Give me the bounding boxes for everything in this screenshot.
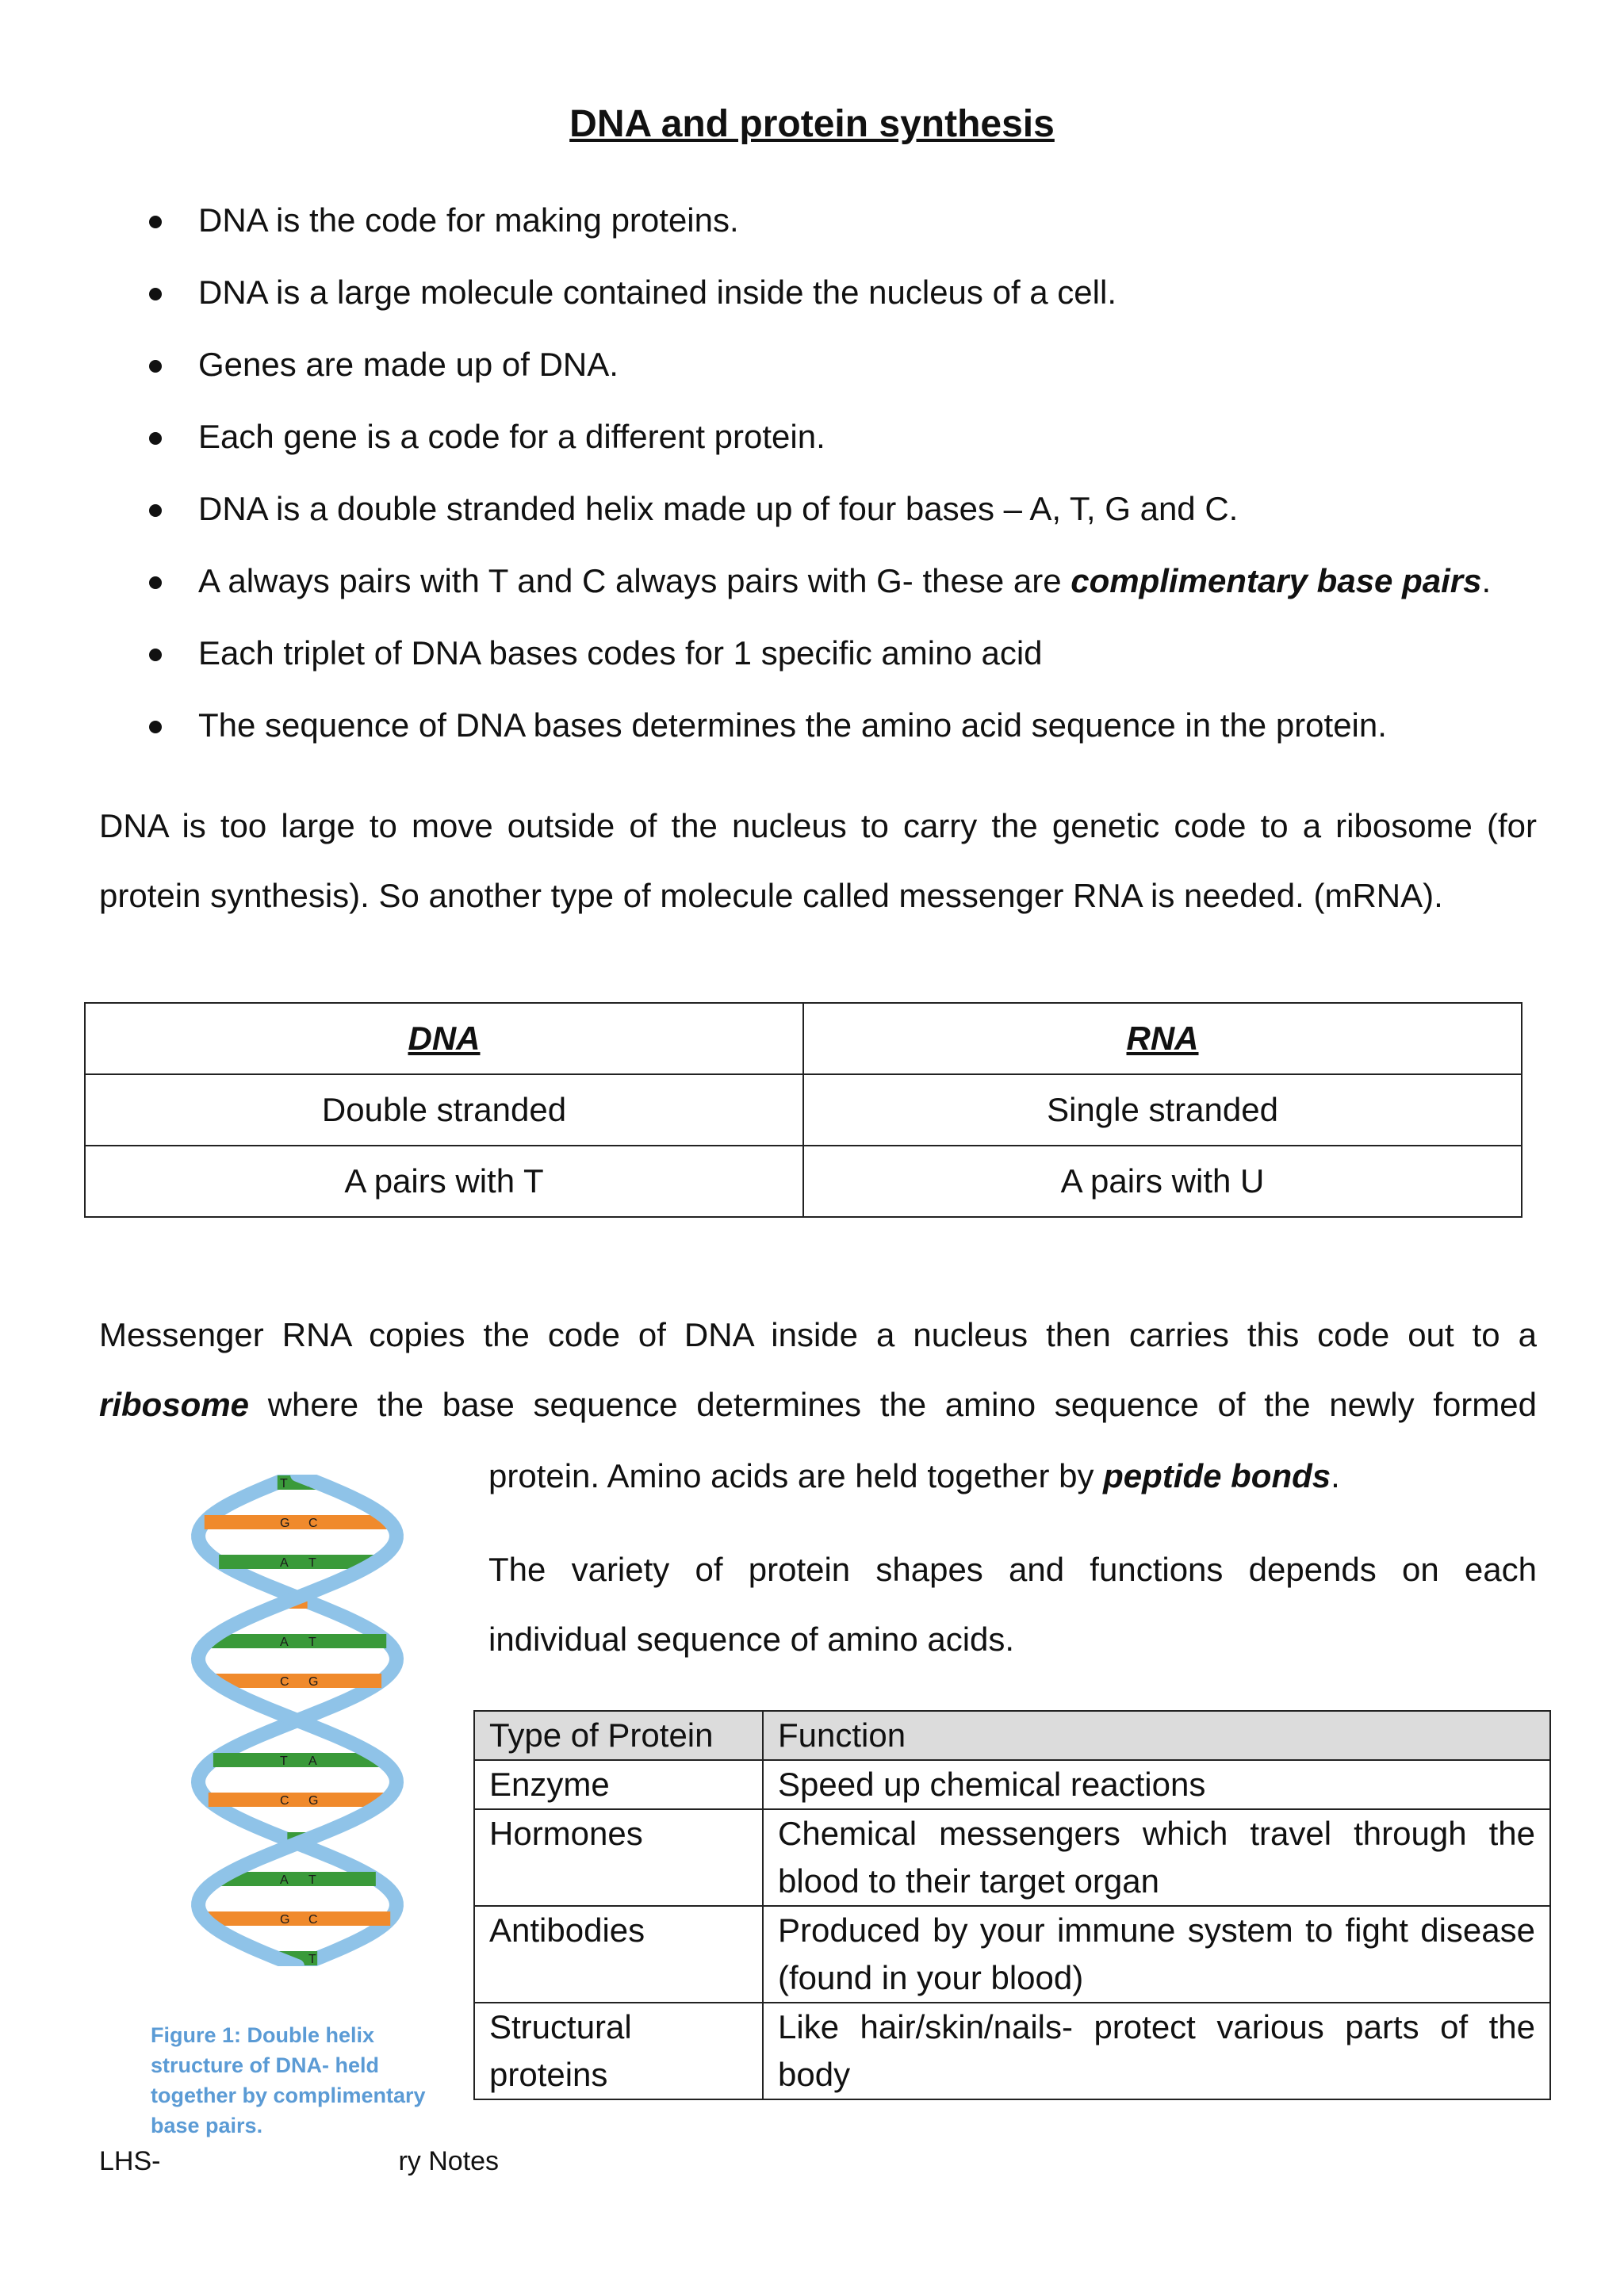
table-cell: Speed up chemical reactions xyxy=(763,1760,1550,1809)
table-cell: Antibodies xyxy=(474,1906,763,2003)
table-cell: Single stranded xyxy=(803,1074,1522,1146)
emphasis-text: ribosome xyxy=(99,1386,250,1423)
table-cell: Like hair/skin/nails- protect various parts of the body xyxy=(763,2003,1550,2099)
base-letter: G xyxy=(308,1675,319,1689)
list-item-text: DNA is the code for making proteins. xyxy=(198,201,739,239)
list-item xyxy=(143,342,1570,415)
helix-strand-front xyxy=(198,1475,396,1966)
list-item-text: A always pairs with T and C always pairs with G- these are xyxy=(198,562,1071,599)
dna-double-helix-figure xyxy=(178,1475,416,1966)
table-row xyxy=(474,1711,1550,1760)
table-cell: A pairs with T xyxy=(85,1146,803,1217)
base-pair xyxy=(205,1515,390,1530)
table-cell: Hormones xyxy=(474,1809,763,1906)
base-letter: A xyxy=(308,1755,317,1768)
table-header-cell: DNA xyxy=(85,1003,803,1074)
mrna-paragraph-line3 xyxy=(488,1441,1537,1511)
list-item xyxy=(143,559,1570,631)
base-letter: A xyxy=(280,1556,289,1570)
table-row xyxy=(474,2003,1550,2099)
base-pair xyxy=(205,1911,390,1927)
base-pair xyxy=(209,1634,386,1649)
figure-caption: Figure 1: Double helix structure of DNA- held together by complimentary base pairs. xyxy=(151,2023,426,2137)
paragraph-text: where the base sequence determines the amino sequence of the newly formed xyxy=(249,1386,1537,1423)
base-letter: A xyxy=(308,1477,317,1490)
base-letter: G xyxy=(308,1794,319,1808)
list-item-text: The sequence of DNA bases determines the amino acid sequence in the protein. xyxy=(198,706,1387,744)
base-letter: T xyxy=(308,1636,316,1649)
table-header-cell: Function xyxy=(763,1711,1550,1760)
base-pair xyxy=(209,1793,386,1808)
base-letter: A xyxy=(280,1873,289,1887)
emphasis-text: complimentary base pairs xyxy=(1071,562,1482,599)
base-letter: G xyxy=(280,1913,290,1927)
base-letter: T xyxy=(308,1953,316,1966)
list-item xyxy=(143,415,1570,487)
table-cell: Double stranded xyxy=(85,1074,803,1146)
intro-paragraph: DNA is too large to move outside of the nucleus to carry the genetic code to a ribosome (for protein synthesis). So another type of molecule called messenger RNA is needed. (mRNA). xyxy=(99,807,1537,914)
base-letter: C xyxy=(280,1794,289,1808)
base-letter: C xyxy=(308,1913,318,1927)
base-letter: T xyxy=(280,1477,288,1490)
list-item-text: Each triplet of DNA bases codes for 1 specific amino acid xyxy=(198,634,1043,672)
mrna-paragraph-line2 xyxy=(99,1370,1537,1440)
table-row xyxy=(85,1146,1522,1217)
base-pair xyxy=(213,1753,381,1768)
table-cell: A pairs with U xyxy=(803,1146,1522,1217)
list-item-text: DNA is a large molecule contained inside the nucleus of a cell. xyxy=(198,274,1116,311)
list-item-text: Each gene is a code for a different protein. xyxy=(198,418,825,455)
base-letter: G xyxy=(280,1517,290,1530)
table-cell: Chemical messengers which travel through the blood to their target organ xyxy=(763,1809,1550,1906)
table-row xyxy=(85,1003,1522,1074)
table-row xyxy=(474,1760,1550,1809)
table-row xyxy=(85,1074,1522,1146)
table-header-cell: RNA xyxy=(803,1003,1522,1074)
fact-list xyxy=(143,198,1570,775)
base-letter: A xyxy=(280,1636,289,1649)
table-row xyxy=(474,1809,1550,1906)
protein-types-table xyxy=(473,1710,1551,2100)
list-item-text: Genes are made up of DNA. xyxy=(198,346,619,383)
mrna-paragraph-line1: Messenger RNA copies the code of DNA inside a nucleus then carries this code out to a xyxy=(99,1316,1537,1353)
list-item xyxy=(143,270,1570,342)
base-pair xyxy=(213,1674,381,1689)
page-footer xyxy=(99,2144,499,2179)
list-item xyxy=(143,703,1570,775)
base-letter: T xyxy=(308,1873,316,1887)
table-row xyxy=(474,1906,1550,2003)
footer-text: ry Notes xyxy=(398,2146,500,2176)
base-letter: C xyxy=(308,1517,318,1530)
base-letter: C xyxy=(280,1675,289,1689)
dna-rna-table xyxy=(84,1002,1522,1218)
list-item xyxy=(143,487,1570,559)
base-letter: T xyxy=(308,1556,316,1570)
table-header-cell: Type of Protein xyxy=(474,1711,763,1760)
base-letter: T xyxy=(280,1755,288,1768)
paragraph-text: . xyxy=(1331,1457,1340,1494)
page-title: DNA and protein synthesis xyxy=(569,103,1055,145)
footer-text: LHS- xyxy=(99,2146,161,2176)
emphasis-text: peptide bonds xyxy=(1103,1457,1331,1494)
list-item xyxy=(143,631,1570,703)
base-letter: A xyxy=(280,1953,289,1966)
table-cell: Enzyme xyxy=(474,1760,763,1809)
list-item-text: . xyxy=(1481,562,1492,599)
list-item-text: DNA is a double stranded helix made up of four bases – A, T, G and C. xyxy=(198,490,1239,527)
table-cell: Produced by your immune system to fight disease (found in your blood) xyxy=(763,1906,1550,2003)
list-item xyxy=(143,198,1570,270)
paragraph-text: protein. Amino acids are held together by xyxy=(488,1457,1104,1494)
table-cell: Structural proteins xyxy=(474,2003,763,2099)
variety-paragraph: The variety of protein shapes and functions depends on each individual sequence of amino acids. xyxy=(488,1551,1537,1658)
